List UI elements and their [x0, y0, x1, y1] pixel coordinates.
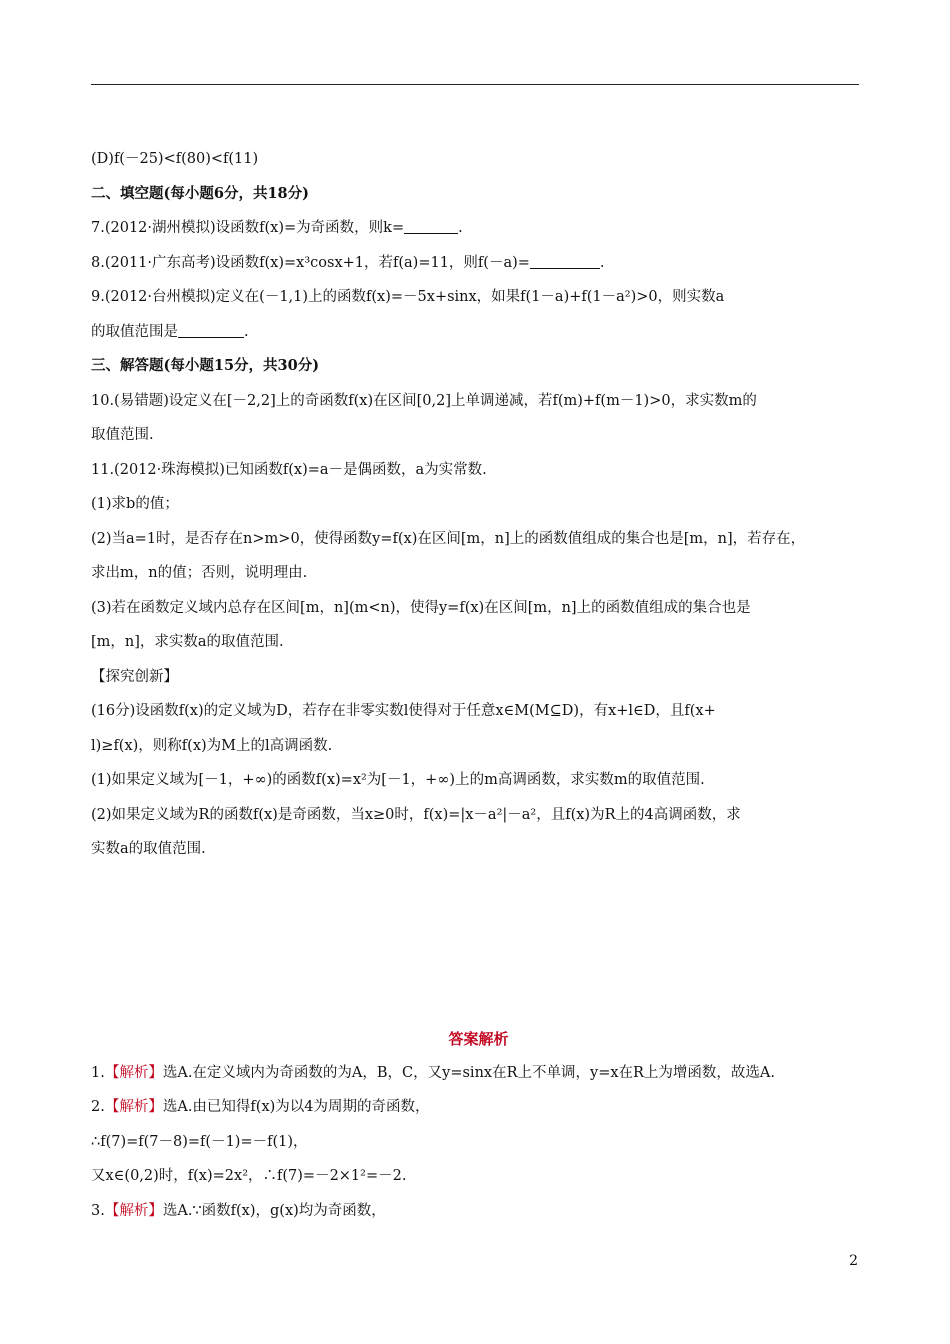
- question-8: 8.(2011·广东高考)设函数f(x)=x³cosx+1，若f(a)=11，则f(－a)= .: [91, 246, 866, 281]
- section-solve-heading: 三、解答题(每小题15分，共30分): [91, 357, 320, 374]
- question-12-line-1: (16分)设函数f(x)的定义域为D，若存在非零实数l使得对于任意x∈M(M⊆D)，有x+l∈D，且f(x+: [91, 703, 716, 719]
- question-7: 7.(2012·湖州模拟)设函数f(x)=为奇函数，则k= .: [91, 211, 866, 246]
- question-11-part-1: (1)求b的值；: [91, 496, 179, 512]
- analysis-tag: 【解析】: [104, 1099, 163, 1115]
- answer-blank: [178, 321, 244, 338]
- answer-2: 2.【解析】选A.由已知得f(x)为以4为周期的奇函数，: [91, 1099, 430, 1115]
- question-11-part-3-cont: [m，n]，求实数a的取值范围.: [91, 634, 284, 650]
- page-content: [91, 142, 866, 1228]
- question-10-line-2: 取值范围.: [91, 427, 154, 443]
- section-fill-in-heading: 二、填空题(每小题6分，共18分): [91, 184, 309, 202]
- answer-blank: [530, 252, 600, 269]
- question-12-part-2: (2)如果定义域为R的函数f(x)是奇函数，当x≥0时，f(x)=|x－a²|－a²，且f(x)为R上的4高调函数，求: [91, 806, 741, 823]
- answer-blank: [404, 217, 458, 234]
- question-11-part-2: (2)当a=1时，是否存在n>m>0，使得函数y=f(x)在区间[m，n]上的函数值组成的集合也是[m，n]，若存在，: [91, 530, 806, 547]
- question-9-line-2: 的取值范围是 .: [91, 315, 866, 350]
- question-11-part-3: (3)若在函数定义域内总存在区间[m，n](m<n)，使得y=f(x)在区间[m，n]上的函数值组成的集合也是: [91, 599, 751, 616]
- question-11-part-2-cont: 求出m，n的值；否则，说明理由.: [91, 565, 308, 581]
- question-9-line-1: 9.(2012·台州模拟)定义在(－1,1)上的函数f(x)=－5x+sinx，如果f(1－a)+f(1－a²)>0，则实数a: [91, 289, 725, 305]
- question-11-line-1: 11.(2012·珠海模拟)已知函数f(x)=a－是偶函数，a为实常数.: [91, 461, 487, 478]
- analysis-tag: 【解析】: [104, 1202, 163, 1219]
- question-12-part-2-cont: 实数a的取值范围.: [91, 841, 206, 857]
- option-d: (D)f(－25)<f(80)<f(11): [91, 151, 259, 167]
- page-number: 2: [849, 1253, 858, 1269]
- question-12-line-2: l)≥f(x)，则称f(x)为M上的l高调函数.: [91, 737, 333, 754]
- answer-2-line-3: 又x∈(0,2)时，f(x)=2x²，∴f(7)=－2×1²=－2.: [91, 1168, 407, 1184]
- answer-2-line-2: ∴f(7)=f(7－8)=f(－1)=－f(1)，: [91, 1133, 308, 1150]
- answers-title: 答案解析: [448, 1029, 509, 1048]
- header-rule: [91, 84, 859, 85]
- analysis-tag: 【解析】: [104, 1064, 163, 1081]
- innovation-heading: 【探究创新】: [91, 668, 178, 685]
- answer-1: 1.【解析】选A.在定义域内为奇函数的为A，B，C，又y=sinx在R上不单调，y=x在R上为增函数，故选A.: [91, 1064, 776, 1081]
- question-10-line-1: 10.(易错题)设定义在[－2,2]上的奇函数f(x)在区间[0,2]上单调递减，若f(m)+f(m－1)>0，求实数m的: [91, 392, 757, 409]
- answer-3: 3.【解析】选A.∵函数f(x)，g(x)均为奇函数，: [91, 1202, 386, 1219]
- question-12-part-1: (1)如果定义域为[－1，+∞)的函数f(x)=x²为[－1，+∞)上的m高调函数，求实数m的取值范围.: [91, 772, 705, 788]
